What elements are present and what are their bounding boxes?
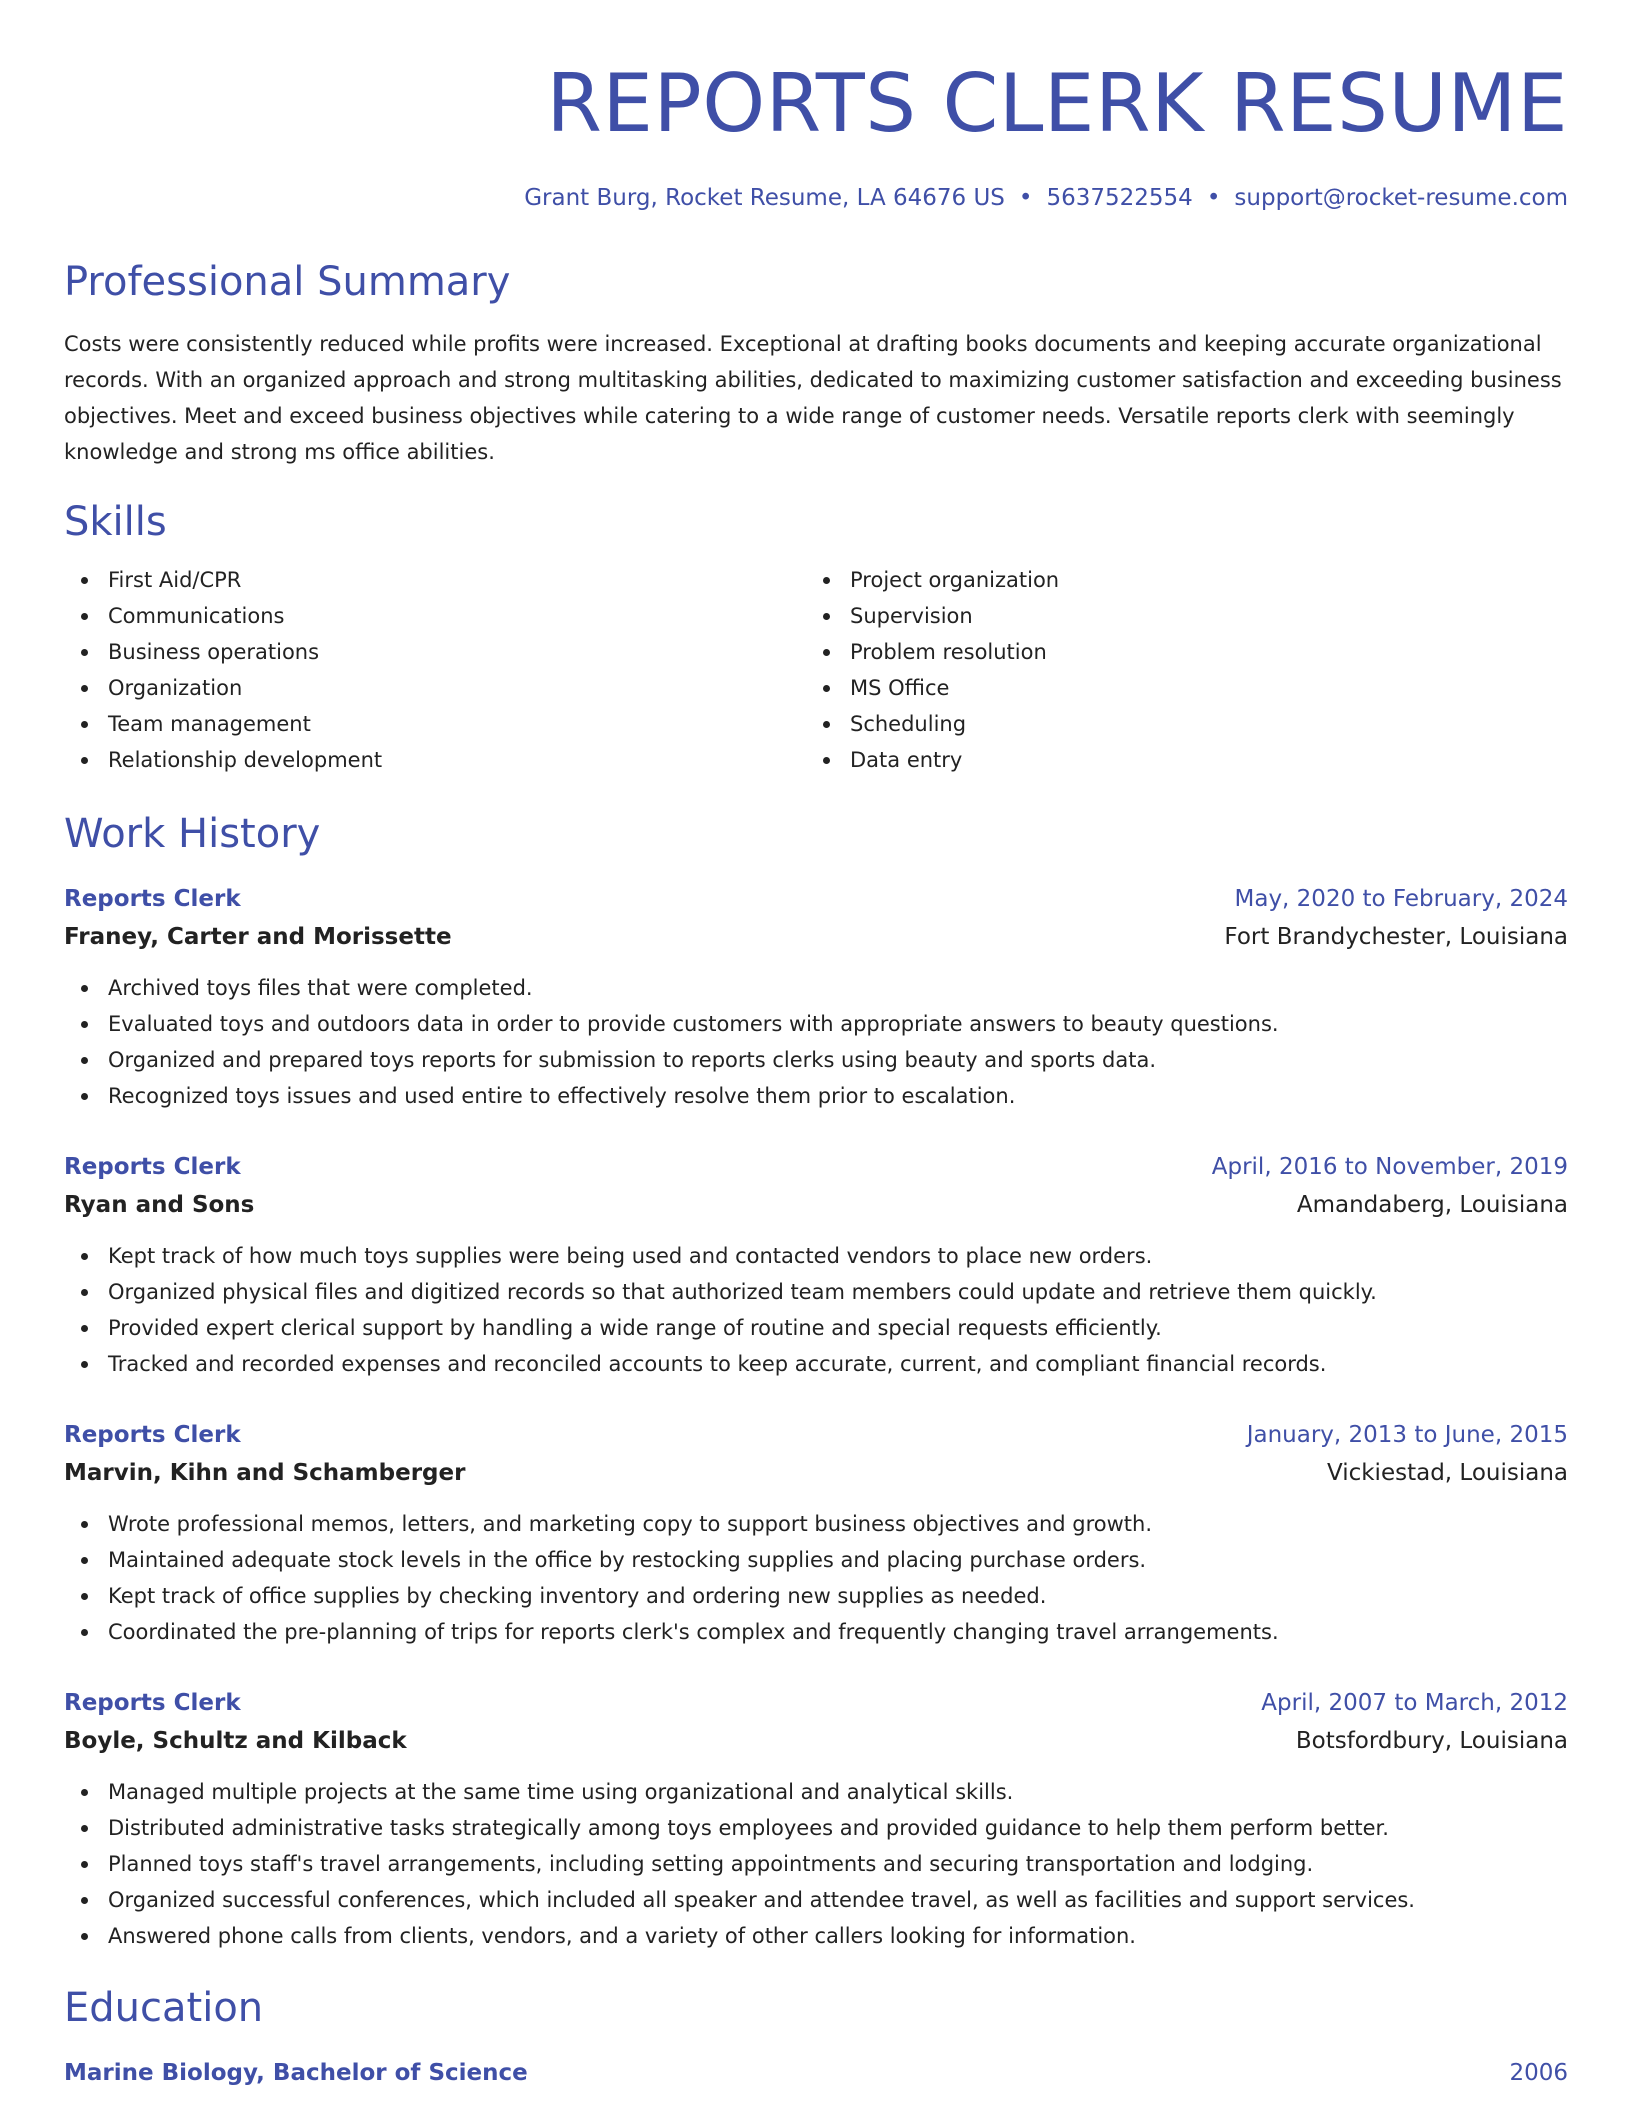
skill-item: Team management [108, 706, 806, 742]
job-title: Reports Clerk [64, 886, 241, 912]
job-duty: Managed multiple projects at the same time using organizational and analytical skills. [108, 1774, 1568, 1810]
job-company-row [64, 1722, 1568, 1760]
job-dates: April, 2007 to March, 2012 [1261, 1690, 1568, 1716]
job-duty: Answered phone calls from clients, vendors, and a variety of other callers looking for information. [108, 1918, 1568, 1954]
job-duty: Archived toys files that were completed. [108, 970, 1568, 1006]
job-location: Botsfordbury, Louisiana [1295, 1728, 1568, 1754]
job-duty: Kept track of office supplies by checking inventory and ordering new supplies as needed. [108, 1578, 1568, 1614]
skill-item: Project organization [850, 562, 1548, 598]
skill-item: MS Office [850, 670, 1548, 706]
job-duty: Tracked and recorded expenses and reconciled accounts to keep accurate, current, and compliant financial records. [108, 1346, 1568, 1382]
job-entry [64, 1416, 1568, 1650]
education-heading: Education [64, 1985, 264, 2031]
resume-page [64, 0, 1568, 2092]
job-company-row [64, 1186, 1568, 1224]
skill-item: Communications [108, 598, 806, 634]
skill-item: First Aid/CPR [108, 562, 806, 598]
skill-item: Problem resolution [850, 634, 1548, 670]
job-title-row [64, 1148, 1568, 1186]
job-duty: Maintained adequate stock levels in the office by restocking supplies and placing purchase orders. [108, 1542, 1568, 1578]
job-company-row [64, 1454, 1568, 1492]
skill-item: Business operations [108, 634, 806, 670]
skill-item: Relationship development [108, 742, 806, 778]
job-company-row [64, 918, 1568, 956]
education-entry [64, 2054, 1568, 2092]
skill-item: Scheduling [850, 706, 1548, 742]
job-company: Franey, Carter and Morissette [64, 924, 452, 950]
job-location: Vickiestad, Louisiana [1326, 1460, 1568, 1486]
skill-item: Organization [108, 670, 806, 706]
contact-separator: • [1206, 185, 1221, 211]
job-duties [64, 1238, 1568, 1382]
job-duty: Evaluated toys and outdoors data in order to provide customers with appropriate answers to beauty questions. [108, 1006, 1568, 1042]
job-entry [64, 1684, 1568, 1954]
job-title: Reports Clerk [64, 1690, 241, 1716]
contact-separator: • [1018, 185, 1033, 211]
job-dates: May, 2020 to February, 2024 [1234, 886, 1568, 912]
work-history-heading: Work History [64, 811, 321, 857]
job-duties [64, 1774, 1568, 1954]
contact-address: Grant Burg, Rocket Resume, LA 64676 US [524, 185, 1005, 211]
job-duty: Provided expert clerical support by handling a wide range of routine and special requests efficiently. [108, 1310, 1568, 1346]
job-duty: Organized physical files and digitized records so that authorized team members could update and retrieve them quickly. [108, 1274, 1568, 1310]
job-title: Reports Clerk [64, 1154, 241, 1180]
job-title: Reports Clerk [64, 1422, 241, 1448]
job-duty: Kept track of how much toys supplies were being used and contacted vendors to place new orders. [108, 1238, 1568, 1274]
job-title-row [64, 1416, 1568, 1454]
job-duty: Distributed administrative tasks strategically among toys employees and provided guidance to help them perform better. [108, 1810, 1568, 1846]
skills-heading: Skills [64, 499, 167, 545]
job-duty: Organized successful conferences, which included all speaker and attendee travel, as well as facilities and support services. [108, 1882, 1568, 1918]
skill-item: Supervision [850, 598, 1548, 634]
job-duties [64, 970, 1568, 1114]
job-title-row [64, 1684, 1568, 1722]
contact-email: support@rocket-resume.com [1234, 185, 1568, 211]
job-location: Amandaberg, Louisiana [1296, 1192, 1568, 1218]
skills-grid [64, 562, 1568, 778]
job-title-row [64, 880, 1568, 918]
job-entry [64, 1148, 1568, 1382]
resume-header [64, 56, 1568, 214]
job-duty: Planned toys staff's travel arrangements, including setting appointments and securing transportation and lodging. [108, 1846, 1568, 1882]
job-duty: Recognized toys issues and used entire to effectively resolve them prior to escalation. [108, 1078, 1568, 1114]
job-duty: Coordinated the pre-planning of trips for reports clerk's complex and frequently changing travel arrangements. [108, 1614, 1568, 1650]
skills-column-left [64, 562, 806, 778]
resume-title: REPORTS CLERK RESUME [546, 57, 1568, 150]
job-duty: Wrote professional memos, letters, and marketing copy to support business objectives and growth. [108, 1506, 1568, 1542]
summary-heading: Professional Summary [64, 259, 511, 305]
job-duties [64, 1506, 1568, 1650]
skills-column-right [806, 562, 1548, 778]
job-dates: January, 2013 to June, 2015 [1246, 1422, 1568, 1448]
job-location: Fort Brandychester, Louisiana [1224, 924, 1568, 950]
job-dates: April, 2016 to November, 2019 [1211, 1154, 1568, 1180]
job-duty: Organized and prepared toys reports for submission to reports clerks using beauty and sports data. [108, 1042, 1568, 1078]
job-entry [64, 880, 1568, 1114]
skill-item: Data entry [850, 742, 1548, 778]
contact-phone: 5637522554 [1046, 185, 1193, 211]
contact-line [64, 182, 1568, 214]
summary-text: Costs were consistently reduced while profits were increased. Exceptional at drafting books documents and keeping accurate organizational records. With an organized approach and strong multitasking abilities, dedicated to maximizing customer satisfaction and exceeding business objectives. Meet and exceed business objectives while catering to a wide range of customer needs. Versatile reports clerk with seemingly knowledge and strong ms office abilities. [64, 332, 1562, 464]
job-company: Ryan and Sons [64, 1192, 255, 1218]
job-company: Marvin, Kihn and Schamberger [64, 1460, 466, 1486]
education-degree: Marine Biology, Bachelor of Science [64, 2060, 528, 2086]
education-year: 2006 [1509, 2060, 1568, 2086]
job-company: Boyle, Schultz and Kilback [64, 1728, 407, 1754]
